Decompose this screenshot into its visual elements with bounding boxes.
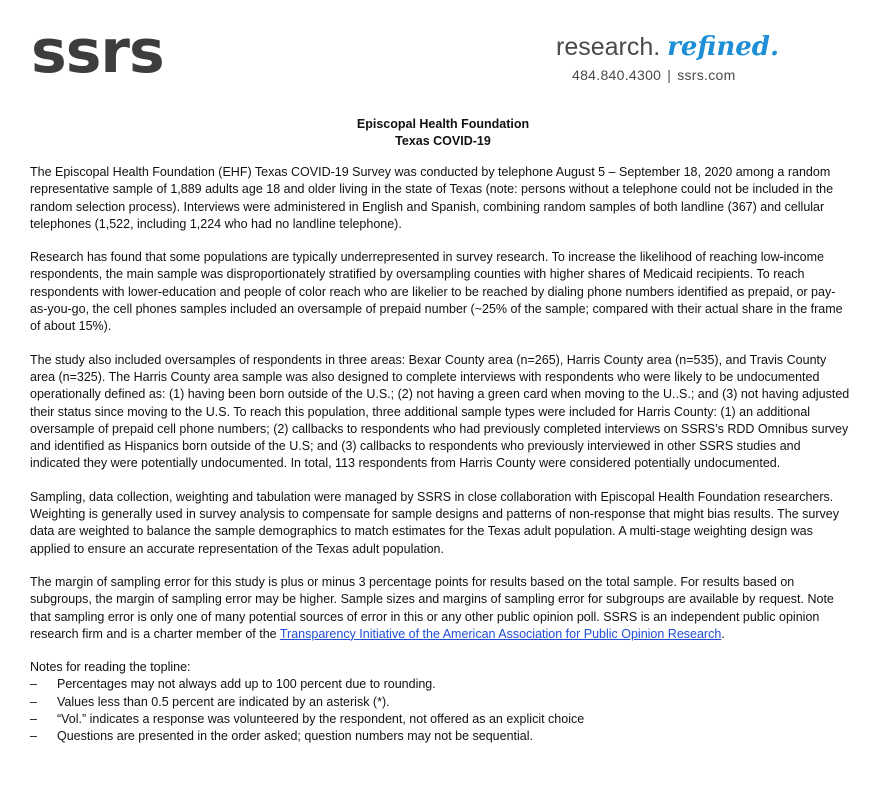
paragraph-oversamples: The study also included oversamples of respondents in three areas: Bexar County area (n=265), Harris County area (n=535), and Travis County area (n=325). The Harris County area sample was also designed to complete interviews with respondents who were likely to be undocumented operationally defined as: (1) having been born outside of the U.S.; (2) not having a green card when moving to the U..S.; and (3) not having adjusted their status since moving to the U.S. To reach this population, three additional sample types were included for Harris County: (1) an additional oversample of prepaid cell phone numbers; (2) callbacks to respondents who had previously completed interviews on SSRS’s RDD Omnibus survey and identified as Hispanics born outside of the U.S; and (3) callbacks to respondents who previously interviewed in other SSRS studies and indicated they were potentially undocumented. In total, 113 respondents from Harris County were considered potentially undocumented. (30, 352, 850, 471)
dash-bullet: – (30, 694, 37, 709)
dash-bullet: – (30, 712, 37, 727)
dash-bullet: – (30, 677, 37, 692)
margin-text: The margin of sampling error for this study is plus or minus 3 percentage points for results based on the total sample. For results based on subgroups, the margin of sampling error may be higher. Sample sizes and margins of sampling error for subgroups are available by request. Note that sampling error is only one of many potential sources of error in this or any other public opinion poll. SSRS is an independent public opinion research firm and is a charter member of the (30, 574, 834, 641)
paragraph-survey-overview: The Episcopal Health Foundation (EHF) Texas COVID-19 Survey was conducted by telephone August 5 – September 18, 2020 among a random representative sample of 1,889 adults age 18 and older living in the state of Texas (note: persons without a telephone could not be included in the random selection process). Interviews were administered in English and Spanish, combining random samples of both landline (367) and cellular telephones (1,522, including 1,224 who had no landline telephone). (30, 165, 834, 231)
ssrs-logo: ssrs (31, 17, 164, 87)
tagline-prefix: research. (556, 33, 661, 61)
website: ssrs.com (677, 67, 736, 83)
document-subtitle: Texas COVID-19 (395, 134, 491, 148)
margin-suffix: . (721, 626, 725, 641)
tagline (556, 32, 779, 62)
list-item (30, 694, 852, 711)
title-block (0, 116, 886, 150)
paragraph-sampling-approach: Research has found that some populations are typically underrepresented in survey research. To increase the likelihood of reaching low-income respondents, the main sample was disproportionately stratified by oversampling counties with higher shares of Medicaid recipients. To reach respondents with lower-education and people of color reach who are likelier to be reached by dialing phone numbers identified as prepaid, or pay-as-you-go, the cell phones samples included an oversample of prepaid number (~25% of the sample; compared with their actual share in the frame of about 15%). (30, 250, 843, 334)
phone-number: 484.840.4300 (572, 67, 662, 83)
document-title: Episcopal Health Foundation (356, 117, 530, 131)
paragraph-margin-of-error (30, 574, 852, 643)
dash-bullet: – (30, 729, 37, 744)
note-text: Percentages may not always add up to 100 percent due to rounding. (57, 677, 436, 692)
contact-line (572, 67, 736, 83)
contact-separator: | (667, 67, 672, 83)
notes-title: Notes for reading the topline: (30, 660, 191, 675)
note-text: “Vol.” indicates a response was volunteered by the respondent, not offered as an explicit choice (57, 712, 585, 727)
list-item (30, 711, 852, 728)
list-item (30, 728, 852, 745)
tagline-accent: refined. (667, 32, 779, 62)
note-text: Values less than 0.5 percent are indicated by an asterisk (*). (57, 694, 390, 709)
aapor-transparency-link[interactable]: Transparency Initiative of the American Association for Public Opinion Research (279, 626, 722, 641)
paragraph-weighting: Sampling, data collection, weighting and tabulation were managed by SSRS in close collaboration with Episcopal Health Foundation researchers. Weighting is generally used in survey analysis to compensate for sample designs and patterns of non-response that might bias results. The survey data are weighted to balance the sample demographics to match estimates for the Texas adult population. A multi-stage weighting design was applied to ensure an accurate representation of the Texas adult population. (30, 489, 839, 556)
document-body (30, 164, 852, 746)
list-item (30, 676, 852, 693)
note-text: Questions are presented in the order asked; question numbers may not be sequential. (57, 729, 533, 744)
notes-list (30, 676, 852, 745)
